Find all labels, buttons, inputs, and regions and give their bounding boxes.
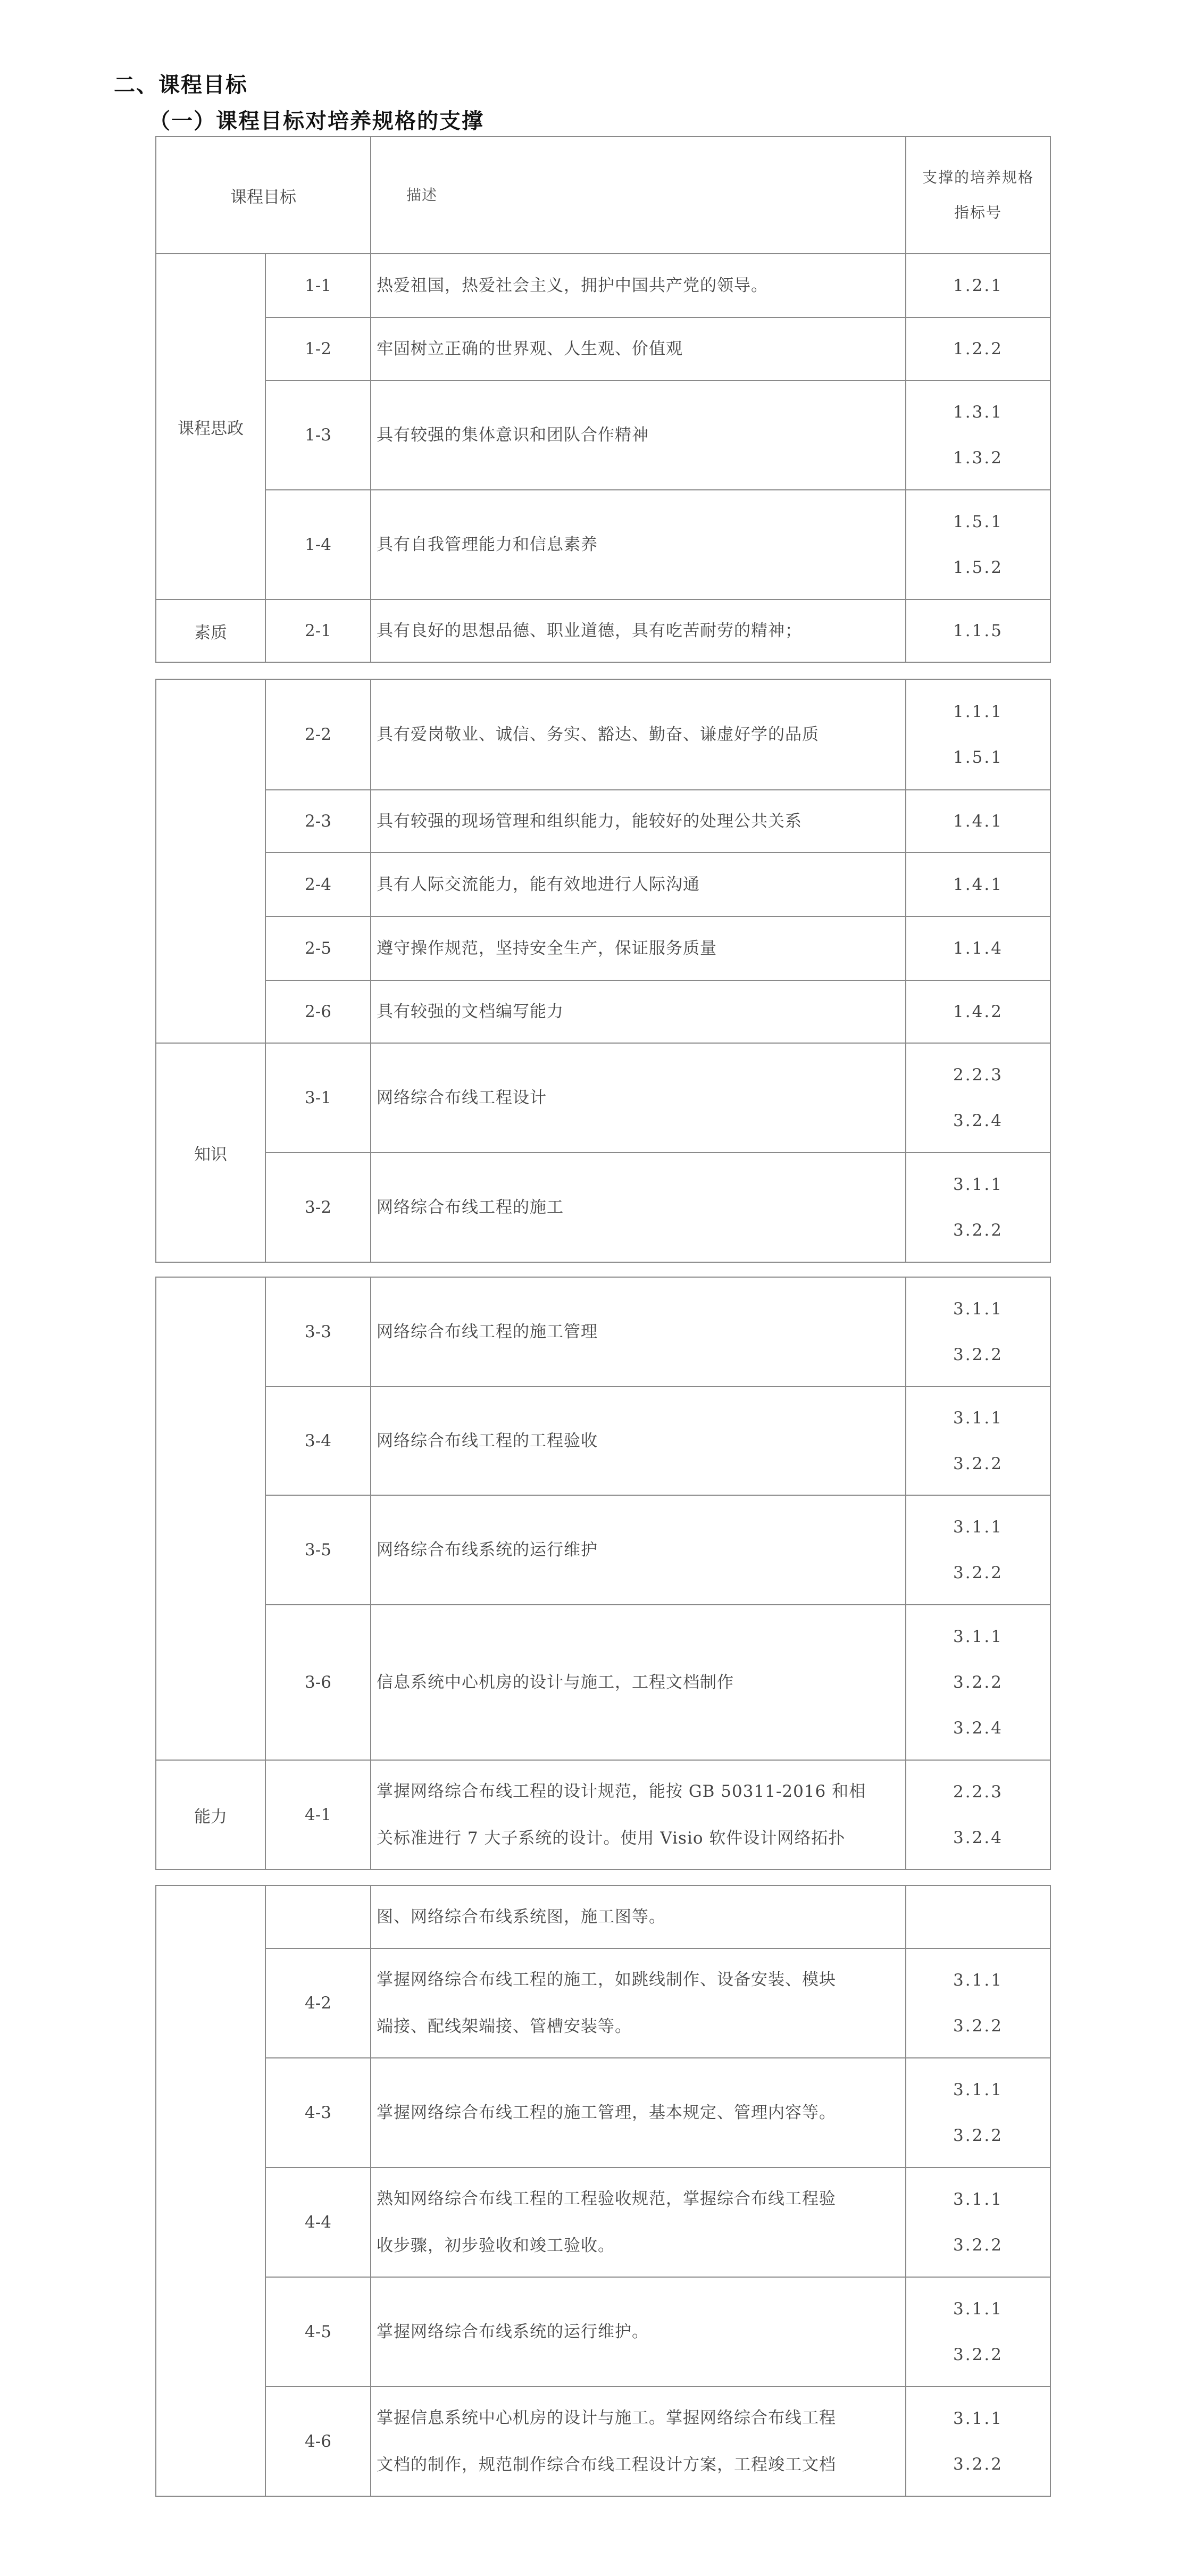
- table-row: [156, 1605, 1050, 1760]
- header-desc: 描述: [371, 137, 906, 254]
- goal-id: 1-4: [265, 490, 371, 599]
- goal-id: 3-5: [265, 1495, 371, 1605]
- goal-index: 1.1.1 1.5.1: [906, 679, 1050, 790]
- goal-id: 4-2: [265, 1948, 371, 2058]
- goal-index: 3.1.1 3.2.2: [906, 1948, 1050, 2058]
- goal-desc: 信息系统中心机房的设计与施工，工程文档制作: [371, 1605, 906, 1760]
- table-row: [156, 254, 1050, 318]
- table-row: [156, 853, 1050, 916]
- goal-desc: 具有较强的现场管理和组织能力，能较好的处理公共关系: [371, 790, 906, 853]
- goal-index: 3.1.1 3.2.2: [906, 2058, 1050, 2167]
- goal-id: 4-6: [265, 2387, 371, 2496]
- goal-id: 3-4: [265, 1387, 371, 1495]
- category-zhishi-continued: [156, 1277, 265, 1760]
- goal-id: 1-2: [265, 318, 371, 380]
- goal-desc: 具有较强的文档编写能力: [371, 980, 906, 1043]
- goal-desc: 网络综合布线工程设计: [371, 1043, 906, 1153]
- category-suzhi: 素质: [156, 599, 265, 662]
- goal-id: 1-1: [265, 254, 371, 318]
- goal-index: 3.1.1 3.2.2: [906, 2167, 1050, 2277]
- goal-index: 1.4.1: [906, 790, 1050, 853]
- goal-desc: 网络综合布线工程的工程验收: [371, 1387, 906, 1495]
- goal-index-continued: [906, 1886, 1050, 1948]
- goal-id: 2-1: [265, 599, 371, 662]
- table-row: [156, 1948, 1050, 2058]
- table-row: [156, 1153, 1050, 1262]
- goal-desc: 具有爱岗敬业、诚信、务实、豁达、勤奋、谦虚好学的品质: [371, 679, 906, 790]
- goal-desc: 网络综合布线工程的施工: [371, 1153, 906, 1262]
- goal-desc: 网络综合布线系统的运行维护: [371, 1495, 906, 1605]
- category-nengli-continued: [156, 1886, 265, 2496]
- goal-index: 3.1.1 3.2.2: [906, 1495, 1050, 1605]
- goal-desc: 掌握网络综合布线系统的运行维护。: [371, 2277, 906, 2387]
- goal-id: 3-1: [265, 1043, 371, 1153]
- goal-id: 2-2: [265, 679, 371, 790]
- goal-index: 1.1.5: [906, 599, 1050, 662]
- goal-index: 1.4.2: [906, 980, 1050, 1043]
- header-goal: 课程目标: [156, 137, 371, 254]
- table-row: [156, 490, 1050, 599]
- table-row: [156, 1387, 1050, 1495]
- goal-desc: 掌握网络综合布线工程的施工，如跳线制作、设备安装、模块 端接、配线架端接、管槽安装等。: [371, 1948, 906, 2058]
- category-suzhi-continued: [156, 679, 265, 1043]
- goals-table-segment-4: [155, 1885, 1051, 2497]
- goal-index: 2.2.3 3.2.4: [906, 1760, 1050, 1870]
- table-row: [156, 380, 1050, 490]
- goal-desc: 具有人际交流能力，能有效地进行人际沟通: [371, 853, 906, 916]
- category-sizheng: 课程思政: [156, 254, 265, 599]
- table-row: [156, 980, 1050, 1043]
- goal-desc: 牢固树立正确的世界观、人生观、价值观: [371, 318, 906, 380]
- goal-desc: 具有自我管理能力和信息素养: [371, 490, 906, 599]
- goal-id: 4-4: [265, 2167, 371, 2277]
- category-zhishi: 知识: [156, 1043, 265, 1262]
- goal-id: 4-1: [265, 1760, 371, 1870]
- table-row: [156, 2277, 1050, 2387]
- goal-id: 4-3: [265, 2058, 371, 2167]
- goal-index: 3.1.1 3.2.2: [906, 1153, 1050, 1262]
- goal-id: 4-5: [265, 2277, 371, 2387]
- table-row: [156, 1495, 1050, 1605]
- goal-id: 2-5: [265, 916, 371, 980]
- goal-id: 2-3: [265, 790, 371, 853]
- goal-desc: 掌握网络综合布线工程的施工管理，基本规定、管理内容等。: [371, 2058, 906, 2167]
- goal-index: 3.1.1 3.2.2: [906, 1387, 1050, 1495]
- goal-index: 1.3.1 1.3.2: [906, 380, 1050, 490]
- goal-id: 3-6: [265, 1605, 371, 1760]
- table-row: [156, 790, 1050, 853]
- table-row: [156, 2167, 1050, 2277]
- goal-desc: 熟知网络综合布线工程的工程验收规范，掌握综合布线工程验 收步骤，初步验收和竣工验收。: [371, 2167, 906, 2277]
- table-row: [156, 318, 1050, 380]
- goal-index: 3.1.1 3.2.2: [906, 1277, 1050, 1387]
- goal-desc: 遵守操作规范，坚持安全生产，保证服务质量: [371, 916, 906, 980]
- goal-index: 1.5.1 1.5.2: [906, 490, 1050, 599]
- table-row: [156, 2387, 1050, 2496]
- table-row: [156, 599, 1050, 662]
- goal-desc: 具有良好的思想品德、职业道德，具有吃苦耐劳的精神；: [371, 599, 906, 662]
- table-row: [156, 1277, 1050, 1387]
- table-row: [156, 916, 1050, 980]
- goal-index: 2.2.3 3.2.4: [906, 1043, 1050, 1153]
- goal-id: 1-3: [265, 380, 371, 490]
- table-row: [156, 2058, 1050, 2167]
- table-header-row: [156, 137, 1050, 254]
- goal-desc: 具有较强的集体意识和团队合作精神: [371, 380, 906, 490]
- goal-desc: 图、网络综合布线系统图，施工图等。: [371, 1886, 906, 1948]
- goals-table-segment-3: [155, 1277, 1051, 1870]
- goal-index: 1.2.1: [906, 254, 1050, 318]
- goals-table-segment-1: [155, 136, 1051, 663]
- goal-id: 2-6: [265, 980, 371, 1043]
- goal-index: 3.1.1 3.2.2 3.2.4: [906, 1605, 1050, 1760]
- goal-desc: 网络综合布线工程的施工管理: [371, 1277, 906, 1387]
- goal-index: 3.1.1 3.2.2: [906, 2387, 1050, 2496]
- goal-desc: 掌握网络综合布线工程的设计规范，能按 GB 50311-2016 和相 关标准进行 7 大子系统的设计。使用 Visio 软件设计网络拓扑: [371, 1760, 906, 1870]
- goal-index: 1.2.2: [906, 318, 1050, 380]
- subsection-heading: （一）课程目标对培养规格的支撑: [149, 109, 484, 134]
- table-row: [156, 679, 1050, 790]
- table-row: [156, 1886, 1050, 1948]
- section-heading: 二、课程目标: [114, 73, 248, 97]
- goals-table-segment-2: [155, 679, 1051, 1263]
- table-row: [156, 1760, 1050, 1870]
- goal-index: 1.1.4: [906, 916, 1050, 980]
- header-index: 支撑的培养规格 指标号: [906, 137, 1050, 254]
- goal-index: 1.4.1: [906, 853, 1050, 916]
- goal-desc: 掌握信息系统中心机房的设计与施工。掌握网络综合布线工程 文档的制作，规范制作综合布线工程设计方案，工程竣工文档: [371, 2387, 906, 2496]
- goal-index: 3.1.1 3.2.2: [906, 2277, 1050, 2387]
- goal-desc: 热爱祖国，热爱社会主义，拥护中国共产党的领导。: [371, 254, 906, 318]
- goal-id: 2-4: [265, 853, 371, 916]
- goal-id: 3-2: [265, 1153, 371, 1262]
- goal-id-continued: [265, 1886, 371, 1948]
- category-nengli: 能力: [156, 1760, 265, 1870]
- goal-id: 3-3: [265, 1277, 371, 1387]
- table-row: [156, 1043, 1050, 1153]
